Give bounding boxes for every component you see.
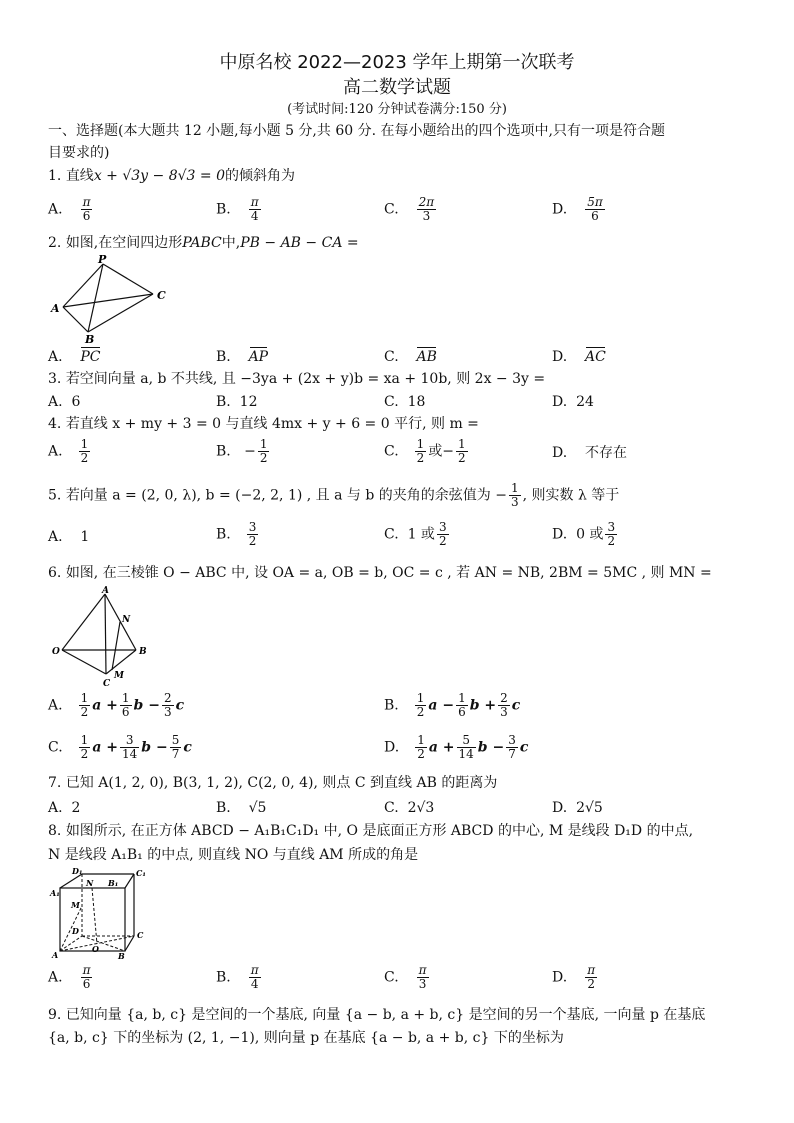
label-d: D <box>72 926 79 936</box>
label-b1: B₁ <box>108 878 119 888</box>
q6-option-d: D. $\frac{1}{2}$ a + $\frac{5}{14}$ b − $\frac{3}{7}$ c <box>384 733 529 762</box>
q7-option-b: B. √5 <box>216 800 267 816</box>
label-a: A <box>52 950 59 960</box>
label-a: A <box>102 586 109 596</box>
exam-info: (考试时间:120 分钟试卷满分:150 分) <box>287 102 507 117</box>
label-n: N <box>122 615 131 625</box>
label-m: M <box>71 900 80 910</box>
q7-option-a: A. 2 <box>48 800 81 816</box>
label-b: B <box>85 333 95 344</box>
q6-option-a: A. $\frac{1}{2}$ a + $\frac{1}{6}$ b − $\frac{2}{3}$ c <box>48 691 185 720</box>
tetrahedron-figure-pabc <box>48 252 178 344</box>
q2-option-d: D. AC <box>552 349 606 365</box>
section-heading: 一、选择题(本大题共 12 小题,每小题 5 分,共 60 分. 在每小题给出的四个选项中,只有一项是符合题 <box>48 123 665 139</box>
label-c1: C₁ <box>136 868 146 878</box>
q1-option-a: A. $\frac{\pi}{6}$ <box>48 195 91 224</box>
question-7: 7. 已知 A(1, 2, 0), B(3, 1, 2), C(2, 0, 4), 则点 C 到直线 AB 的距离为 <box>48 775 498 791</box>
q8-option-d: D. $\frac{\pi}{2}$ <box>552 963 596 992</box>
exam-subtitle: 高二数学试题 <box>343 77 451 98</box>
q6-option-c: C. $\frac{1}{2}$ a + $\frac{3}{14}$ b − $\frac{5}{7}$ c <box>48 733 192 762</box>
question-9-cont: {a, b, c} 下的坐标为 (2, 1, −1), 则向量 p 在基底 {a − b, a + b, c} 下的坐标为 <box>48 1030 564 1046</box>
label-c: C <box>137 930 144 940</box>
question-3: 3. 若空间向量 a, b 不共线, 且 −3ya + (2x + y)b = xa + 10b, 则 2x − 3y = <box>48 371 546 387</box>
q4-option-b: B. − $\frac{1}{2}$ <box>216 437 268 466</box>
label-a: A <box>51 302 60 315</box>
section-heading-cont: 目要求的) <box>48 145 110 161</box>
label-a1: A₁ <box>50 888 60 898</box>
label-p: P <box>98 253 107 266</box>
label-o: O <box>92 944 99 954</box>
q8-option-b: B. $\frac{\pi}{4}$ <box>216 963 259 992</box>
q2-option-c: C. AB <box>384 349 437 365</box>
question-9: 9. 已知向量 {a, b, c} 是空间的一个基底, 向量 {a − b, a + b, c} 是空间的另一个基底, 一向量 p 在基底 <box>48 1007 706 1023</box>
q3-option-c: C. 18 <box>384 394 426 410</box>
question-6: 6. 如图, 在三棱锥 O − ABC 中, 设 OA = a, OB = b, OC = c , 若 AN = NB, 2BM = 5MC , 则 MN = <box>48 565 712 581</box>
q4-option-d: D. 不存在 <box>552 445 627 461</box>
cube-figure <box>48 866 152 960</box>
q1-option-b: B. $\frac{\pi}{4}$ <box>216 195 259 224</box>
q1-option-d: D. $\frac{5\pi}{6}$ <box>552 195 603 224</box>
label-b: B <box>139 647 147 657</box>
question-1: 1. 直线x + √3y − 8√3 = 0的倾斜角为 <box>48 168 295 184</box>
label-n: N <box>86 878 94 888</box>
label-d1: D₁ <box>72 866 83 876</box>
q4-option-c: C. $\frac{1}{2}$ 或− $\frac{1}{2}$ <box>384 437 466 466</box>
q3-option-b: B. 12 <box>216 394 258 410</box>
label-m: M <box>114 671 124 681</box>
q6-option-b: B. $\frac{1}{2}$ a − $\frac{1}{6}$ b + $\frac{2}{3}$ c <box>384 691 521 720</box>
question-8-cont: N 是线段 A₁B₁ 的中点, 则直线 NO 与直线 AM 所成的角是 <box>48 847 419 863</box>
q2-option-a: A. PC <box>48 349 101 365</box>
q5-option-a: A. 1 <box>48 529 90 545</box>
tetrahedron-figure-oabc <box>50 582 160 692</box>
question-2: 2. 如图,在空间四边形PABC中,PB − AB − CA = <box>48 235 359 251</box>
q7-option-c: C. 2√3 <box>384 800 435 816</box>
q3-option-d: D. 24 <box>552 394 594 410</box>
q4-option-a: A. $\frac{1}{2}$ <box>48 437 89 466</box>
label-o: O <box>52 647 60 657</box>
question-4: 4. 若直线 x + my + 3 = 0 与直线 4mx + y + 6 = 0 平行, 则 m = <box>48 416 479 432</box>
question-5: 5. 若向量 a = (2, 0, λ), b = (−2, 2, 1) , 且 a 与 b 的夹角的余弦值为 − $\frac{1}{3}$ , 则实数 λ 等于 <box>48 481 620 510</box>
q5-option-d: D. 0 或 $\frac{3}{2}$ <box>552 520 616 549</box>
question-8: 8. 如图所示, 在正方体 ABCD − A₁B₁C₁D₁ 中, O 是底面正方形 ABCD 的中心, M 是线段 D₁D 的中点, <box>48 823 694 839</box>
exam-title: 中原名校 2022—2023 学年上期第一次联考 <box>219 52 575 73</box>
q5-option-c: C. 1 或 $\frac{3}{2}$ <box>384 520 447 549</box>
q7-option-d: D. 2√5 <box>552 800 603 816</box>
q5-option-b: B. $\frac{3}{2}$ <box>216 520 257 549</box>
q8-option-c: C. $\frac{\pi}{3}$ <box>384 963 427 992</box>
q8-option-a: A. $\frac{\pi}{6}$ <box>48 963 91 992</box>
label-c: C <box>157 289 166 302</box>
q3-option-a: A. 6 <box>48 394 81 410</box>
q2-option-b: B. AP <box>216 349 269 365</box>
label-b: B <box>118 951 125 960</box>
label-c: C <box>103 679 111 689</box>
q1-option-c: C. $\frac{2\pi}{3}$ <box>384 195 435 224</box>
